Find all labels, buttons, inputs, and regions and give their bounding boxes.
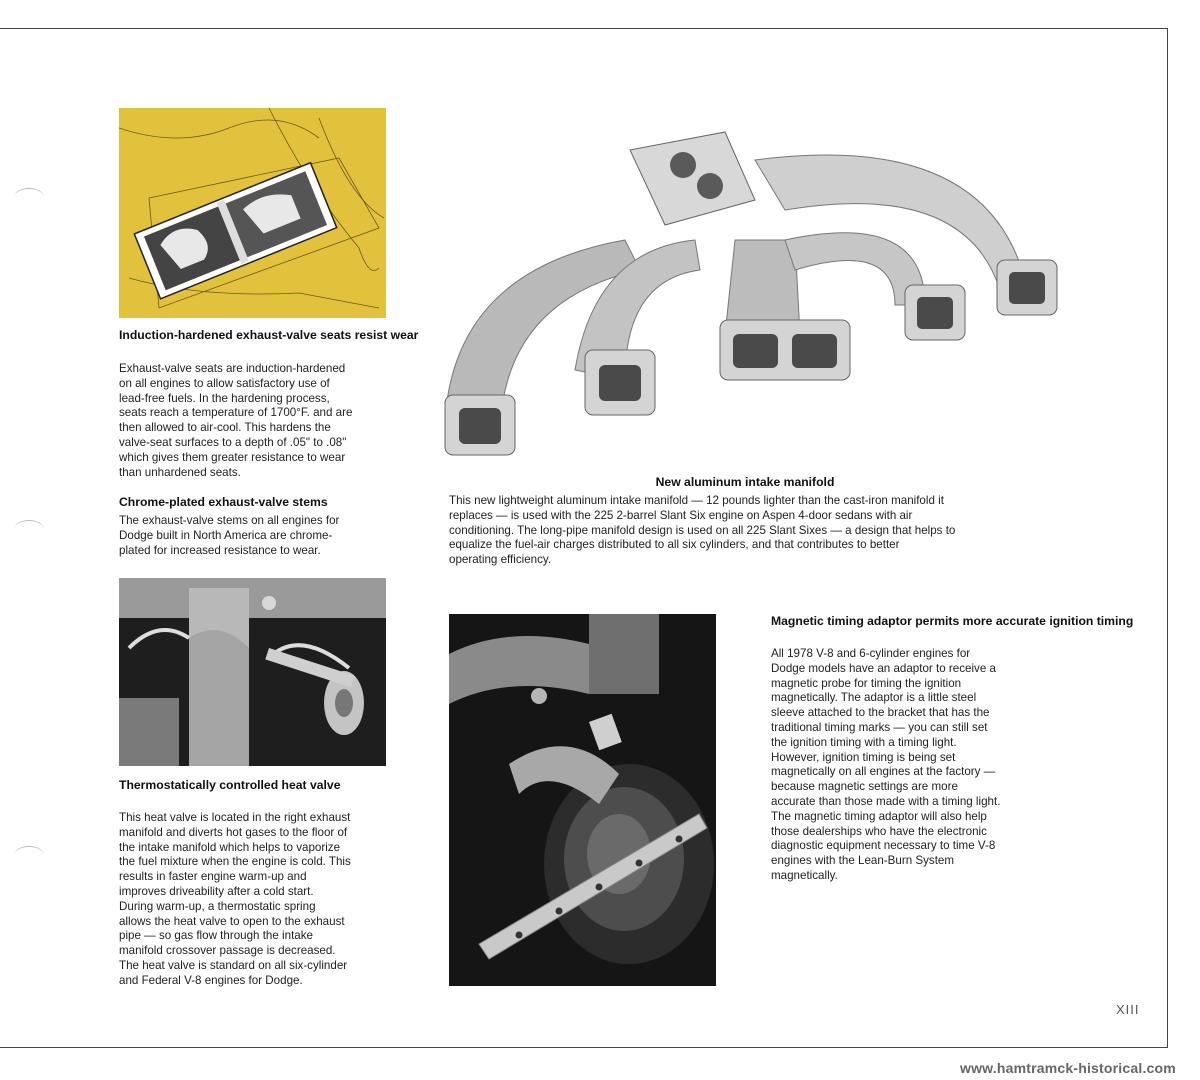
page-frame-top-rule xyxy=(0,28,1168,29)
binder-hole-mark xyxy=(14,188,44,207)
timing-heading: Magnetic timing adaptor permits more accurate ignition timing xyxy=(771,614,1134,628)
page-frame-right-rule xyxy=(1167,28,1168,1048)
stems-body-text: The exhaust-valve stems on all engines for Dodge built in North America are chrome- plated for increased resistance to wear. xyxy=(119,514,340,557)
valve-seat-cutaway-illustration xyxy=(119,108,386,318)
manifold-heading: New aluminum intake manifold xyxy=(655,475,835,489)
timing-adaptor-photo xyxy=(449,614,716,986)
binder-hole-mark xyxy=(14,520,44,539)
heat-valve-photo xyxy=(119,578,386,766)
page-frame-bottom-rule xyxy=(0,1047,1168,1048)
heat-valve-body-text: This heat valve is located in the right exhaust manifold and diverts hot gases to the floor of the intake manifold which helps to vaporize the fuel mixture when the engine is cold. This results in faster engine warm-up and improves driveability after a cold start. During warm-up, a thermostatic spring allows the heat valve to open to the exhaust pipe — so gas flow through the intake manifold crossover passage is decreased. The heat valve is standard on all six-cylinder and Federal V-8 engines for Dodge. xyxy=(119,811,351,987)
seats-heading: Induction-hardened exhaust-valve seats resist wear xyxy=(119,328,419,342)
timing-body-text: All 1978 V-8 and 6-cylinder engines for Dodge models have an adaptor to receive a magnetic probe for timing the ignition magnetically. The adaptor is a little steel sleeve attached to the bracket that has the traditional timing marks — you can still set the ignition timing with a timing light. However, ignition timing is being set magnetically on all engines at the factory — because magnetic settings are more accurate than those made with a timing light. The magnetic timing adaptor will also help those dealerships who have the electronic diagnostic equipment necessary to time V-8 engines with the Lean-Burn System magnetically. xyxy=(771,647,1001,882)
stems-heading: Chrome-plated exhaust-valve stems xyxy=(119,495,328,509)
heat-valve-heading: Thermostatically controlled heat valve xyxy=(119,778,341,792)
binder-hole-mark xyxy=(14,846,44,865)
page-number: XIII xyxy=(1116,1002,1140,1017)
footer-watermark-url: www.hamtramck-historical.com xyxy=(960,1060,1176,1076)
manifold-body-text: This new lightweight aluminum intake manifold — 12 pounds lighter than the cast-iron manifold it replaces — is used with the 225 2-barrel Slant Six engine on Aspen 4-door sedans with air conditioning. The long-pipe manifold design is used on all 225 Slant Sixes — a design that helps to equalize the fuel-air charges distributed to all six cylinders, and that contributes to better operating efficiency. xyxy=(449,494,956,567)
intake-manifold-photo xyxy=(425,120,1065,472)
seats-body-text: Exhaust-valve seats are induction-hardened on all engines to allow satisfactory use of lead-free fuels. In the hardening process, seats reach a temperature of 1700°F. and are then allowed to air-cool. This hardens the valve-seat surfaces to a depth of .05" to .08" which gives them greater resistance to wear than unhardened seats. xyxy=(119,362,353,479)
